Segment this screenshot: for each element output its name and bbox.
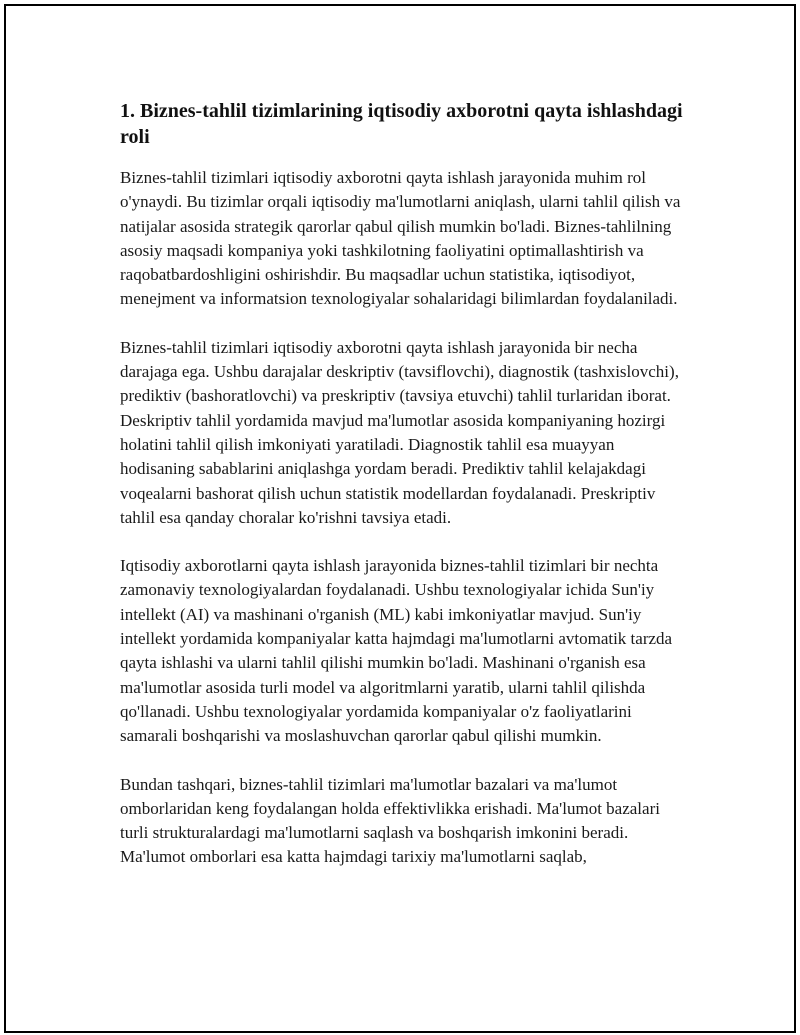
paragraph-4: Bundan tashqari, biznes-tahlil tizimlari ma'lumotlar bazalari va ma'lumot omborlaridan keng foydalangan holda effektivlikka erishadi. Ma'lumot bazalari turli strukturalardagi ma'lumotlarni saqlash va boshqarish imkonini beradi. Ma'lumot omborlari esa katta hajmdagi tarixiy ma'lumotlarni saqlab, <box>120 774 660 867</box>
document-page <box>4 4 796 1033</box>
paragraph-2: Biznes-tahlil tizimlari iqtisodiy axborotni qayta ishlash jarayonida bir necha darajaga ega. Ushbu darajalar deskriptiv (tavsiflovchi), diagnostik (tashxislovchi), prediktiv (bashoratlovchi) va preskriptiv (tavsiya etuvchi) tahlil turlaridan iborat. Deskriptiv tahlil yordamida mavjud ma'lumotlar asosida kompaniyaning hozirgi holatini tahlil qilish imkoniyati yaratiladi. Diagnostik tahlil esa muayyan hodisaning sabablarini aniqlashga yordam beradi. Prediktiv tahlil kelajakdagi voqealarni bashorat qilish uchun statistik modellardan foydalanadi. Preskriptiv tahlil esa qanday choralar ko'rishni tavsiya etadi. <box>120 337 679 527</box>
document-body <box>120 98 686 894</box>
paragraph-3: Iqtisodiy axborotlarni qayta ishlash jarayonida biznes-tahlil tizimlari bir nechta zamonaviy texnologiyalardan foydalanadi. Ushbu texnologiyalar ichida Sun'iy intellekt (AI) va mashinani o'rganish (ML) kabi imkoniyatlar mavjud. Sun'iy intellekt yordamida kompaniyalar katta hajmdagi ma'lumotlarni avtomatik tarzda qayta ishlashi va ularni tahlil qilishi mumkin bo'ladi. Mashinani o'rganish esa ma'lumotlar asosida turli model va algoritmlarni yaratib, ularni tahlil qilishda qo'llanadi. Ushbu texnologiyalar yordamida kompaniyalar o'z faoliyatlarini samarali boshqarishi va moslashuvchan qarorlar qabul qilishi mumkin. <box>120 556 673 746</box>
paragraph-1: Biznes-tahlil tizimlari iqtisodiy axborotni qayta ishlash jarayonida muhim rol o'ynaydi. Bu tizimlar orqali iqtisodiy ma'lumotlarni aniqlash, ularni tahlil qilish va natijalar asosida strategik qarorlar qabul qilish mumkin bo'ladi. Biznes-tahlilning asosiy maqsadi kompaniya yoki tashkilotning faoliyatini optimallashtirish va raqobatbardoshligini oshirishdir. Bu maqsadlar uchun statistika, iqtisodiyot, menejment va informatsion texnologiyalar sohalaridagi bilimlardan foydalaniladi. <box>120 168 681 309</box>
section-title: 1. Biznes-tahlil tizimlarining iqtisodiy axborotni qayta ishlashdagi roli <box>120 100 683 148</box>
